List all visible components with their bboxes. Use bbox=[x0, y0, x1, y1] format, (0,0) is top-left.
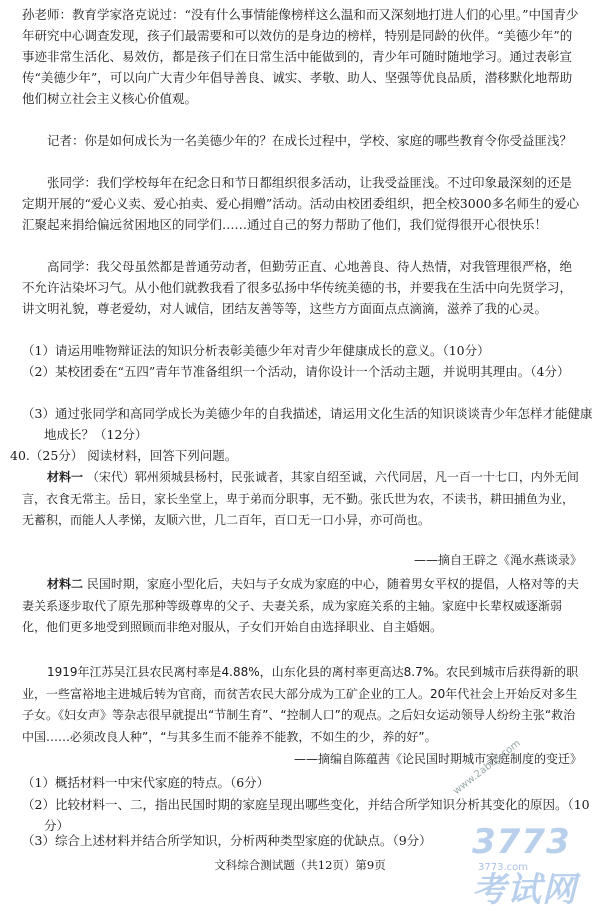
material-1-text: （宋代）郓州须城县杨村，民张诚者，其家自绍至诚，六代同居，凡一百一十七口，内外无间言，衣食无常主。岳日，家长坐堂上，卑于弟而分职事，无不勤。张氏世为农，不读书，耕田捕鱼为业，无蓄积，而能人人孝悌，友顺六世，几二百年，百口无一口小异，亦可尚也。 bbox=[22, 470, 579, 527]
teacher-paragraph: 孙老师：教育学家洛克说过：“没有什么事情能像榜样这么温和而又深刻地打进人们的心里。”中国青少年研究中心调查发现，孩子们最需要和可以效仿的是身边的榜样，特别是同龄的伙伴。“美德少年”的事迹非常生活化、易效仿，都是孩子们在日常生活中能做到的，青少年可随时随地学习。通过表彰宣传“美德少年”，可以向广大青少年倡导善良、诚实、孝敬、助人、坚强等优良品质，潜移默化地帮助他们树立社会主义核心价值观。 bbox=[22, 7, 579, 106]
material-2-label: 材料二 bbox=[47, 577, 84, 591]
watermark-logo: 3773考试网 bbox=[472, 822, 577, 910]
gao-paragraph: 高同学：我父母虽然都是普通劳动者，但勤劳正直、心地善良、待人热情，对我管理很严格，绝不允许沾染坏习气。从小他们就教我看了很多弘扬中华传统美德的书，并要我在生活中向先贤学习，讲文明礼貌，尊老爱幼，对人诚信，团结友善等等，这些方方面面点点滴滴，滋养了我的心灵。 bbox=[22, 259, 573, 316]
material-1-label: 材料一 bbox=[47, 470, 84, 484]
material-2-text: 民国时期，家庭小型化后，夫妇与子女成为家庭的中心，随着男女平权的提倡，人格对等的夫妻关系逐步取代了原先那种等级尊卑的父子、夫妻关系，成为家庭关系的主轴。家庭中长辈权威逐渐弱化，他们更多地受到照顾而非绝对服从，子女们开始自由选择职业、自主婚姻。 bbox=[22, 577, 579, 634]
material-2 bbox=[22, 574, 584, 639]
question-40-2: （2）比较材料一、二，指出民国时期的家庭呈现出哪些变化，并结合所学知识分析其变化的原因。（10分） bbox=[22, 797, 590, 833]
material-2-continued: 1919年江苏吴江县农民离村率是4.88%，山东化县的离村率更高达8.7%。农民到城市后获得新的职业，一些富裕地主进城后转为官商，而贫苦农民大部分成为工矿企业的工人。20年代社会上开始反对多生子女。《妇女声》等杂志很早就提出“节制生育”、“控制人口”的观点。之后妇女运动领导人纷纷主张“救治中国……必须改良人种”，“与其多生而不能养不能教，不如生的少，养的好”。 bbox=[22, 665, 579, 744]
material-2-citation: ——摘编自陈蕴茜《论民国时期城市家庭制度的变迁》 bbox=[293, 752, 582, 766]
question-39-3: （3）通过张同学和高同学成长为美德少年的自我描述，请运用文化生活的知识谈谈青少年怎样才能健康地成长？（12分） bbox=[22, 406, 593, 442]
question-39-2: （2）某校团委在“五四”青年节准备组织一个活动，请你设计一个活动主题，并说明其理由。（4分） bbox=[22, 364, 570, 379]
watermark-small: www.2abc8.com bbox=[451, 737, 523, 798]
reporter-paragraph: 记者：你是如何成长为一名美德少年的？在成长过程中，学校、家庭的哪些教育令你受益匪浅？ bbox=[47, 133, 573, 148]
material-1-citation: ——摘自王辟之《渑水燕谈录》 bbox=[413, 553, 582, 567]
question-40-1: （1）概括材料一中宋代家庭的特点。（6分） bbox=[22, 775, 270, 790]
material-1 bbox=[22, 467, 584, 532]
zhang-paragraph: 张同学：我们学校每年在纪念日和节日都组织很多活动，让我受益匪浅。不过印象最深刻的还是定期开展的“爱心义卖、爱心拍卖、爱心捐赠”活动。活动由校团委组织，把全校3000多名师生的爱心汇聚起来捐给偏远贫困地区的同学们……通过自己的努力帮助了他们，我们觉得很开心很快乐！ bbox=[22, 175, 580, 232]
question-40-header: 40.（25分） 阅读材料，回答下列问题。 bbox=[10, 448, 238, 463]
question-39-1: （1）请运用唯物辩证法的知识分析表彰美德少年对青少年健康成长的意义。（10分） bbox=[22, 343, 490, 358]
page-footer: 文科综合测试题（共12页）第9页 bbox=[214, 858, 386, 872]
question-40-3: （3）综合上述材料并结合所学知识，分析两种类型家庭的优缺点。（9分） bbox=[22, 833, 432, 848]
watermark-url: 3773.com bbox=[478, 862, 528, 873]
